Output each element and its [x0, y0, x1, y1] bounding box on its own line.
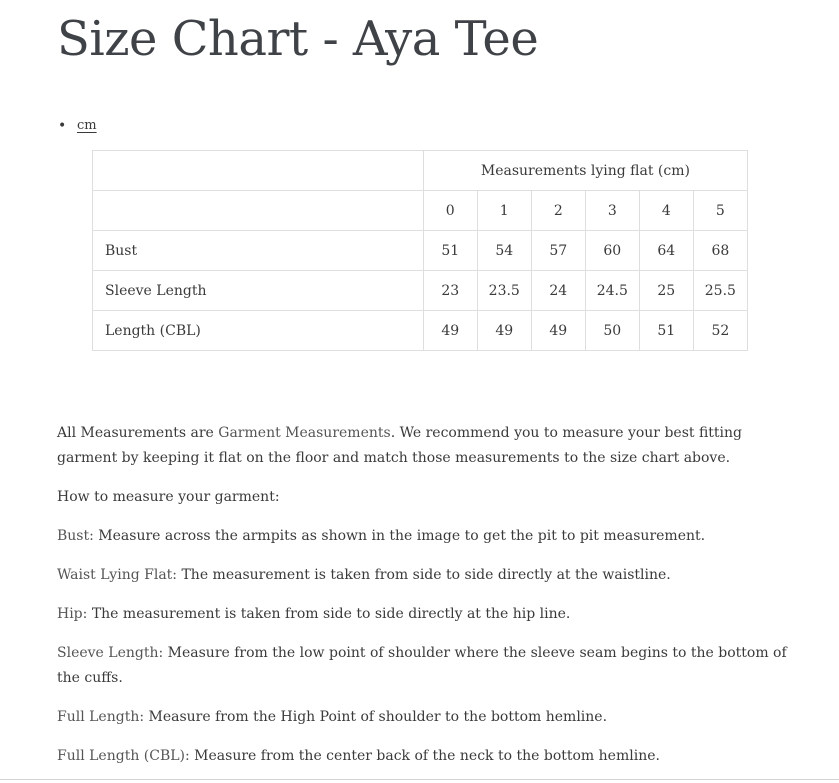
- instruction-text: Measure from the High Point of shoulder to the bottom hemline.: [144, 709, 608, 725]
- row-label-sleeve-length: Sleeve Length: [93, 271, 424, 311]
- instruction-bust: [57, 524, 797, 549]
- table-cell: 51: [423, 231, 477, 271]
- table-row: [93, 231, 748, 271]
- table-cell: 49: [477, 311, 531, 351]
- size-chart-table: [92, 150, 748, 351]
- size-header: 0: [423, 191, 477, 231]
- row-label-length-cbl: Length (CBL): [93, 311, 424, 351]
- unit-tab-cm[interactable]: cm: [77, 118, 97, 133]
- how-to-heading: How to measure your garment:: [57, 489, 280, 505]
- instruction-term: Bust:: [57, 528, 94, 544]
- size-header: 5: [693, 191, 747, 231]
- table-cell: 25: [639, 271, 693, 311]
- instruction-term: Full Length:: [57, 709, 145, 725]
- bullet-icon: •: [58, 118, 67, 134]
- instruction-text: Measure from the low point of shoulder where the sleeve seam begins to the bottom of the cuffs.: [57, 645, 787, 686]
- table-cell: 24.5: [585, 271, 639, 311]
- intro-suffix: . We recommend you to measure your best fitting garment by keeping it flat on the floor and match those measurements to the size chart above.: [57, 425, 742, 466]
- instruction-text: Measure across the armpits as shown in the image to get the pit to pit measurement.: [93, 528, 706, 544]
- size-header: 2: [531, 191, 585, 231]
- instruction-full-length: [57, 705, 797, 730]
- table-cell: 24: [531, 271, 585, 311]
- instruction-term: Waist Lying Flat:: [57, 567, 178, 583]
- table-cell: 60: [585, 231, 639, 271]
- table-cell: 23.5: [477, 271, 531, 311]
- table-corner-cell: [93, 151, 424, 191]
- bottom-divider: [0, 779, 839, 780]
- table-cell: 51: [639, 311, 693, 351]
- size-header: 3: [585, 191, 639, 231]
- table-cell: 54: [477, 231, 531, 271]
- instruction-full-length-cbl: [57, 744, 797, 769]
- table-cell: 64: [639, 231, 693, 271]
- table-sizes-row: [93, 191, 748, 231]
- table-cell: 25.5: [693, 271, 747, 311]
- table-cell: 23: [423, 271, 477, 311]
- table-cell: 49: [423, 311, 477, 351]
- instruction-text: Measure from the center back of the neck to the bottom hemline.: [189, 748, 660, 764]
- table-row: [93, 311, 748, 351]
- measurements-caption: Measurements lying flat (cm): [423, 151, 747, 191]
- table-cell: 57: [531, 231, 585, 271]
- table-cell: 50: [585, 311, 639, 351]
- size-header: 4: [639, 191, 693, 231]
- intro-prefix: All Measurements are: [57, 425, 219, 441]
- table-row: [93, 271, 748, 311]
- table-header-row: [93, 151, 748, 191]
- intro-paragraph: [57, 421, 797, 471]
- instruction-waist: [57, 563, 797, 588]
- table-cell: 52: [693, 311, 747, 351]
- instruction-term: Full Length (CBL):: [57, 748, 190, 764]
- instruction-term: Sleeve Length:: [57, 645, 164, 661]
- measurement-description: [57, 421, 797, 783]
- size-header: 1: [477, 191, 531, 231]
- instruction-text: The measurement is taken from side to side directly at the waistline.: [177, 567, 671, 583]
- instruction-sleeve-length: [57, 641, 797, 691]
- unit-tab-item: [58, 116, 97, 136]
- unit-tabs: [58, 116, 97, 136]
- instruction-hip: [57, 602, 797, 627]
- table-sizes-label-cell: [93, 191, 424, 231]
- page-title: Size Chart - Aya Tee: [57, 11, 539, 67]
- instruction-text: The measurement is taken from side to side directly at the hip line.: [87, 606, 571, 622]
- row-label-bust: Bust: [93, 231, 424, 271]
- intro-term: Garment Measurements: [218, 425, 391, 441]
- table-cell: 49: [531, 311, 585, 351]
- instruction-term: Hip:: [57, 606, 88, 622]
- table-cell: 68: [693, 231, 747, 271]
